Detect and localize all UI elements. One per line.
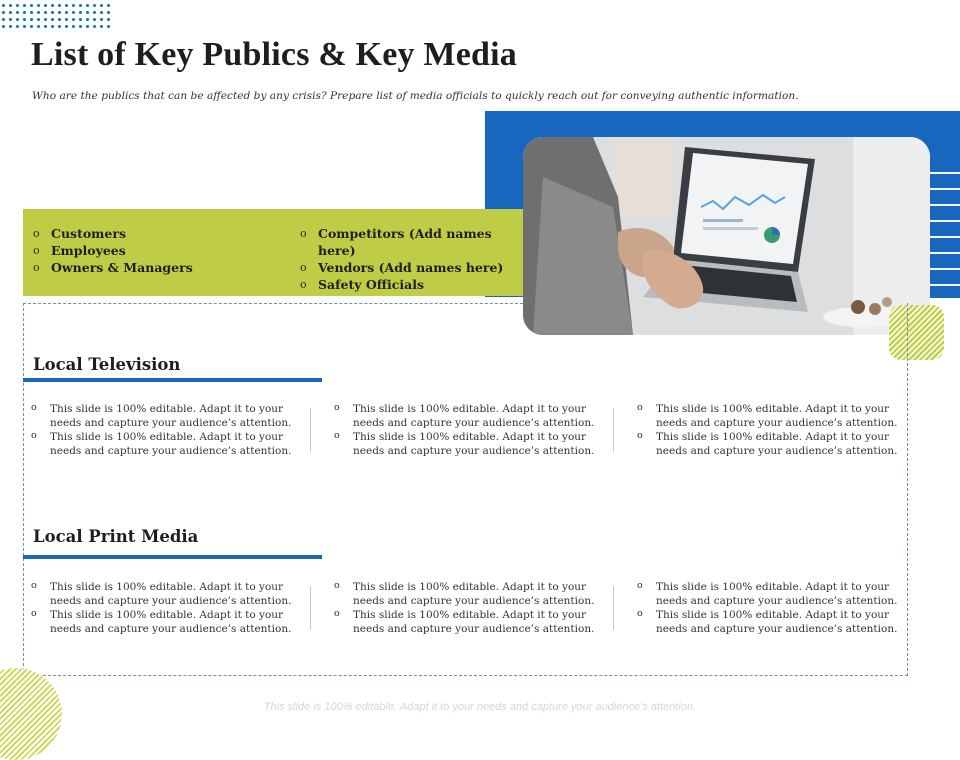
page-title: List of Key Publics & Key Media xyxy=(31,36,517,73)
stripe-decoration xyxy=(925,158,960,298)
list-item: o This slide is 100% editable. Adapt it to your needs and capture your audience’s attention. xyxy=(334,430,604,458)
hatched-circle-decoration xyxy=(0,668,62,760)
column-divider xyxy=(613,408,614,452)
dot-grid-decoration xyxy=(0,2,112,28)
list-item: o Safety Officials xyxy=(300,276,523,293)
list-item: o Vendors (Add names here) xyxy=(300,259,523,276)
section-title-local-print-media: Local Print Media xyxy=(33,527,199,546)
list-item: o This slide is 100% editable. Adapt it to your needs and capture your audience’s attention. xyxy=(31,608,301,636)
key-publics-panel xyxy=(23,209,523,296)
list-item: o Customers xyxy=(33,225,193,242)
list-item: o This slide is 100% editable. Adapt it to your needs and capture your audience’s attention. xyxy=(31,580,301,608)
publics-list-left xyxy=(33,225,193,276)
list-item: o This slide is 100% editable. Adapt it to your needs and capture your audience’s attention. xyxy=(31,430,301,458)
column-divider xyxy=(310,408,311,452)
section-rule xyxy=(23,555,322,559)
publics-list-right xyxy=(300,225,523,293)
tv-column-3 xyxy=(637,402,907,458)
list-item: o This slide is 100% editable. Adapt it to your needs and capture your audience’s attention. xyxy=(637,580,907,608)
section-rule xyxy=(23,378,322,382)
list-item: o This slide is 100% editable. Adapt it to your needs and capture your audience’s attention. xyxy=(31,402,301,430)
tv-column-2 xyxy=(334,402,604,458)
section-title-local-television: Local Television xyxy=(33,355,181,374)
list-item: o This slide is 100% editable. Adapt it to your needs and capture your audience’s attention. xyxy=(334,402,604,430)
list-item: o Owners & Managers xyxy=(33,259,193,276)
list-item: o This slide is 100% editable. Adapt it to your needs and capture your audience’s attention. xyxy=(637,402,907,430)
list-item: o This slide is 100% editable. Adapt it to your needs and capture your audience’s attention. xyxy=(637,608,907,636)
list-item: o This slide is 100% editable. Adapt it to your needs and capture your audience’s attention. xyxy=(334,580,604,608)
print-column-2 xyxy=(334,580,604,636)
page-subtitle: Who are the publics that can be affected by any crisis? Prepare list of media officials to quickly reach out for conveying authentic information. xyxy=(32,90,799,102)
column-divider xyxy=(310,586,311,630)
footer-note: This slide is 100% editable. Adapt it to your needs and capture your audience’s attention. xyxy=(263,701,697,713)
list-item: o This slide is 100% editable. Adapt it to your needs and capture your audience’s attention. xyxy=(334,608,604,636)
print-column-1 xyxy=(31,580,301,636)
print-column-3 xyxy=(637,580,907,636)
key-media-panel-top-border xyxy=(23,303,523,304)
list-item: o Competitors (Add names here) xyxy=(300,225,523,259)
column-divider xyxy=(613,586,614,630)
list-item: o This slide is 100% editable. Adapt it to your needs and capture your audience’s attention. xyxy=(637,430,907,458)
list-item: o Employees xyxy=(33,242,193,259)
tv-column-1 xyxy=(31,402,301,458)
